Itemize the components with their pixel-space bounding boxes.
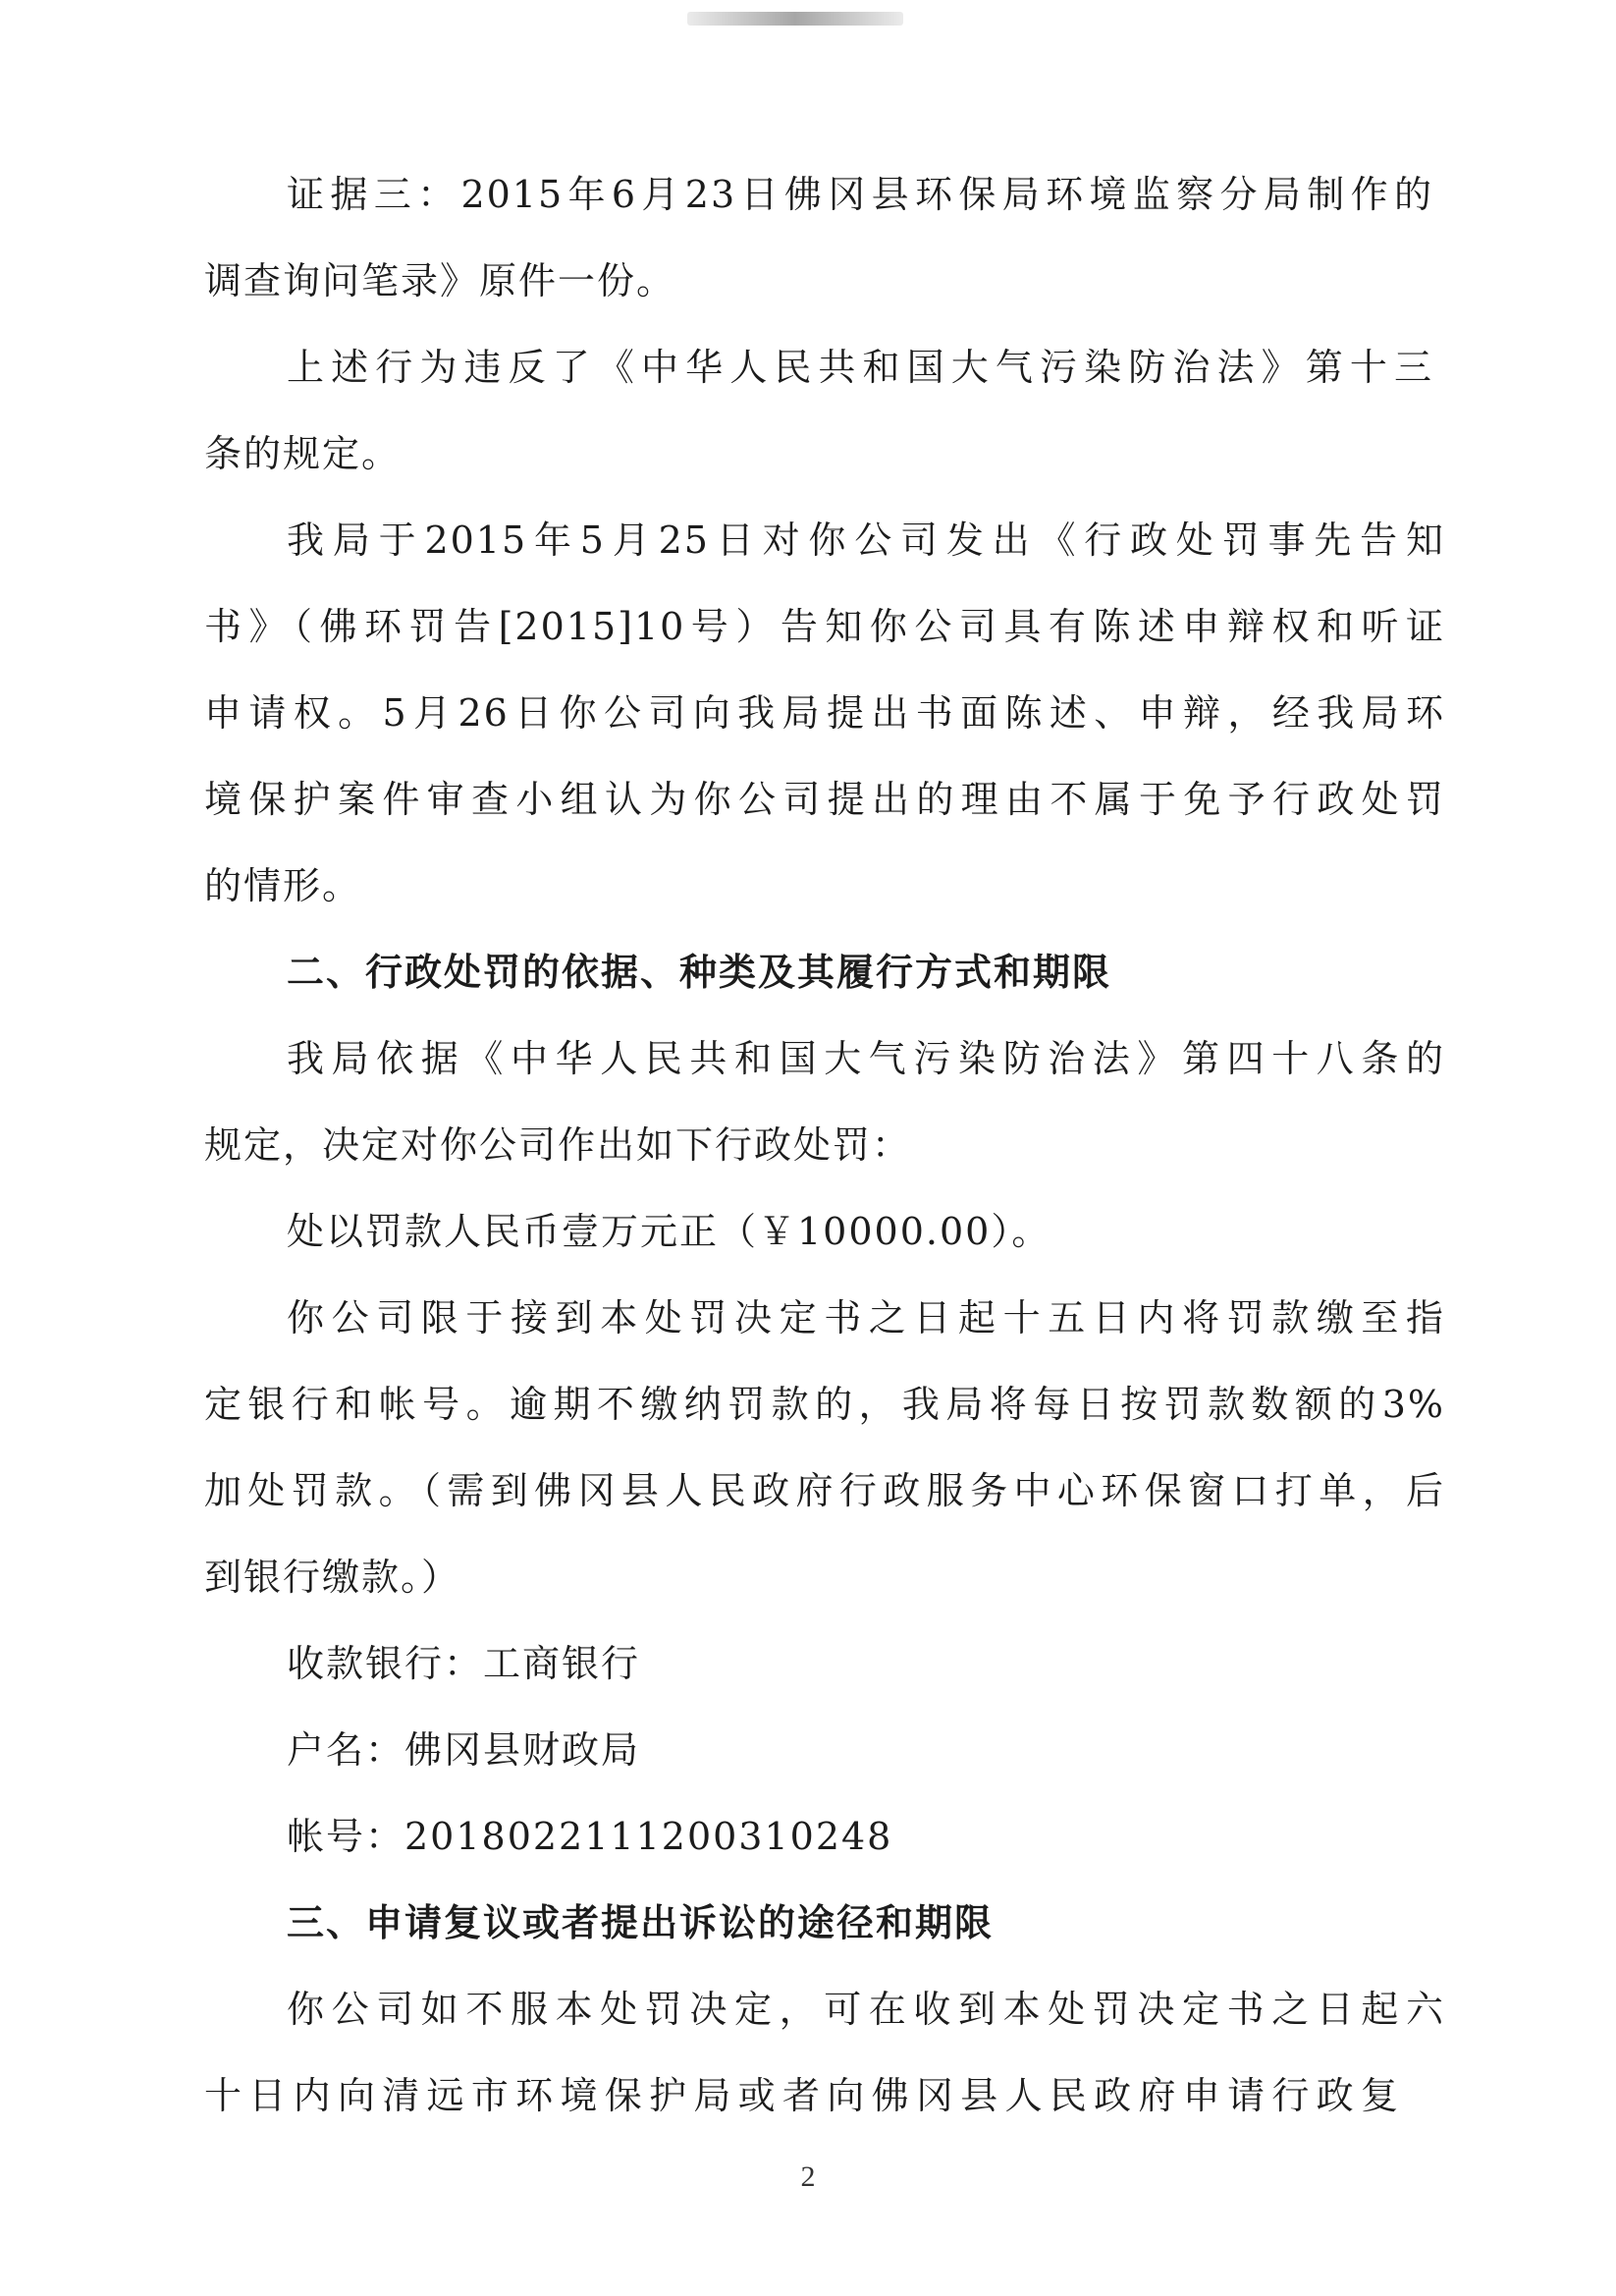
section-heading: 三、申请复议或者提出诉讼的途径和期限 — [287, 1900, 995, 1944]
paragraph-line: 加处罚款。（需到佛冈县人民政府行政服务中心环保窗口打单，后 — [204, 1469, 1445, 1512]
scan-artifact — [687, 12, 903, 26]
paragraph-line: 条的规定。 — [204, 432, 402, 475]
paragraph-line: 调查询问笔录》原件一份。 — [204, 259, 676, 302]
page-number: 2 — [800, 2160, 816, 2193]
paragraph-line: 定银行和帐号。逾期不缴纳罚款的，我局将每日按罚款数额的3% — [204, 1383, 1445, 1426]
bank-name: 收款银行：工商银行 — [287, 1642, 641, 1685]
paragraph-line: 上述行为违反了《中华人民共和国大气污染防治法》第十三 — [287, 346, 1433, 389]
paragraph-line: 你公司如不服本处罚决定，可在收到本处罚决定书之日起六 — [287, 1988, 1445, 2031]
account-number: 帐号：2018022111200310248 — [287, 1815, 893, 1858]
paragraph-line: 你公司限于接到本处罚决定书之日起十五日内将罚款缴至指 — [287, 1296, 1445, 1339]
paragraph-line: 申请权。5月26日你公司向我局提出书面陈述、申辩，经我局环 — [204, 691, 1445, 735]
paragraph-line: 处以罚款人民币壹万元正（￥10000.00）。 — [287, 1210, 1051, 1253]
paragraph-line: 境保护案件审查小组认为你公司提出的理由不属于免予行政处罚 — [204, 778, 1445, 821]
paragraph-line: 书》（佛环罚告[2015]10号）告知你公司具有陈述申辩权和听证 — [204, 605, 1445, 648]
section-heading: 二、行政处罚的依据、种类及其履行方式和期限 — [287, 950, 1112, 994]
account-holder: 户名：佛冈县财政局 — [287, 1728, 641, 1772]
paragraph-line: 的情形。 — [204, 864, 362, 907]
paragraph-line: 十日内向清远市环境保护局或者向佛冈县人民政府申请行政复 — [204, 2074, 1400, 2117]
paragraph-line: 我局依据《中华人民共和国大气污染防治法》第四十八条的 — [287, 1037, 1445, 1080]
paragraph-line: 证据三：2015年6月23日佛冈县环保局环境监察分局制作的 — [287, 173, 1433, 216]
paragraph-line: 我局于2015年5月25日对你公司发出《行政处罚事先告知 — [287, 519, 1445, 562]
paragraph-line: 规定，决定对你公司作出如下行政处罚： — [204, 1123, 912, 1167]
paragraph-line: 到银行缴款。） — [204, 1556, 461, 1599]
